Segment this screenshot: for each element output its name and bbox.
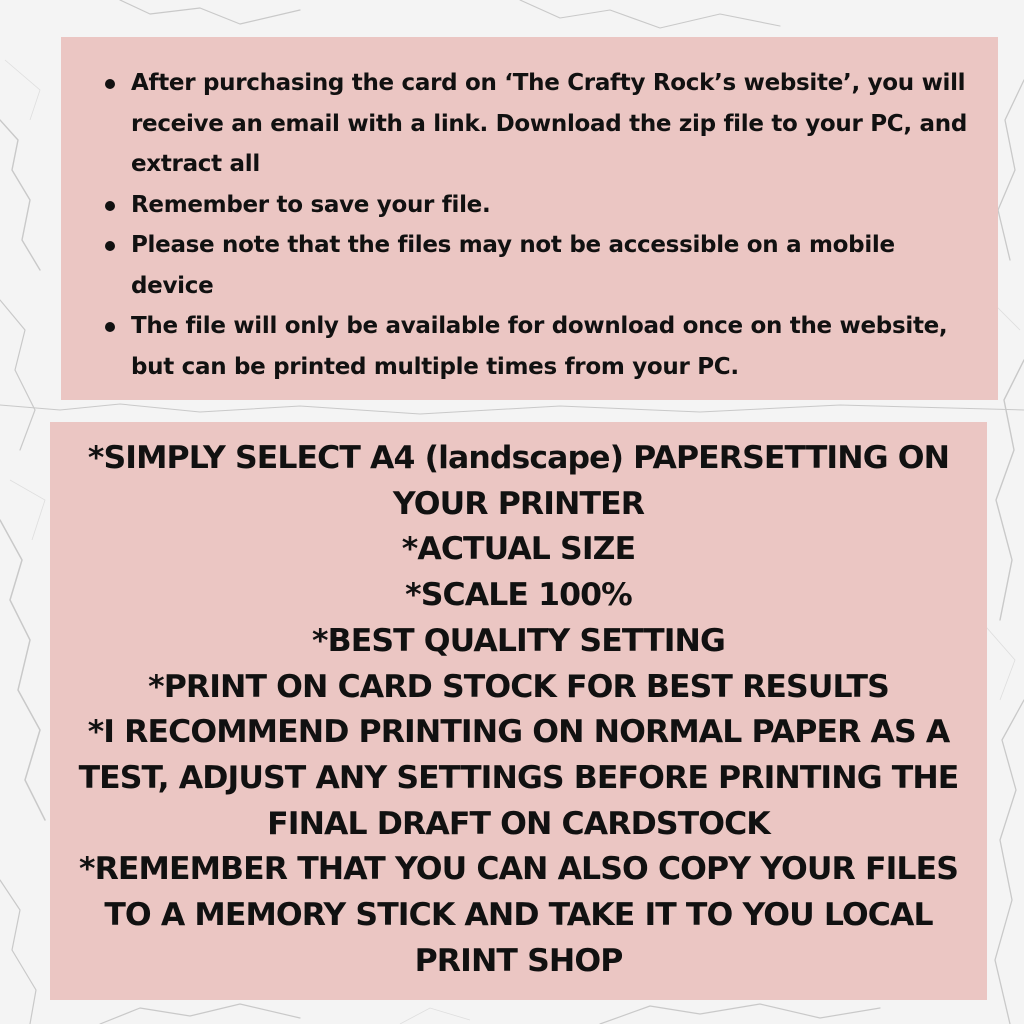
instruction-line: PRINT SHOP	[414, 942, 623, 979]
print-instructions-panel	[50, 422, 987, 1000]
instruction-line: *I RECOMMEND PRINTING ON NORMAL PAPER AS A	[87, 714, 950, 751]
list-item	[101, 225, 978, 306]
list-item	[101, 63, 978, 185]
instruction-line: TO A MEMORY STICK AND TAKE IT TO YOU LOCAL	[104, 897, 933, 934]
bullet-icon	[105, 241, 115, 251]
note-text: Please note that the files may not be accessible on a mobile device	[131, 232, 895, 299]
instruction-line: *REMEMBER THAT YOU CAN ALSO COPY YOUR FILES	[79, 851, 958, 888]
note-text: Remember to save your file.	[131, 191, 491, 218]
instruction-line: YOUR PRINTER	[392, 485, 645, 522]
instruction-line: *SCALE 100%	[405, 577, 632, 614]
print-instructions	[56, 436, 981, 984]
instruction-line: *ACTUAL SIZE	[401, 531, 636, 568]
download-notes-list	[101, 63, 978, 387]
instruction-line: *SIMPLY SELECT A4 (landscape) PAPERSETTING ON	[87, 440, 950, 476]
instruction-line: FINAL DRAFT ON CARDSTOCK	[267, 805, 770, 842]
bullet-icon	[105, 322, 115, 332]
bullet-icon	[105, 201, 115, 211]
instruction-line: *BEST QUALITY SETTING	[312, 622, 725, 659]
note-text: The file will only be available for download once on the website, but can be printed multiple times from your PC.	[131, 313, 948, 380]
download-notes-panel	[61, 37, 998, 400]
instruction-line: TEST, ADJUST ANY SETTINGS BEFORE PRINTING THE	[78, 759, 959, 796]
instruction-line: *PRINT ON CARD STOCK FOR BEST RESULTS	[148, 668, 889, 705]
note-text: After purchasing the card on ‘The Crafty Rock’s website’, you will receive an email with a link. Download the zip file to your PC, and extract all	[131, 70, 967, 177]
list-item	[101, 185, 978, 226]
bullet-icon	[105, 79, 115, 89]
list-item	[101, 306, 978, 387]
